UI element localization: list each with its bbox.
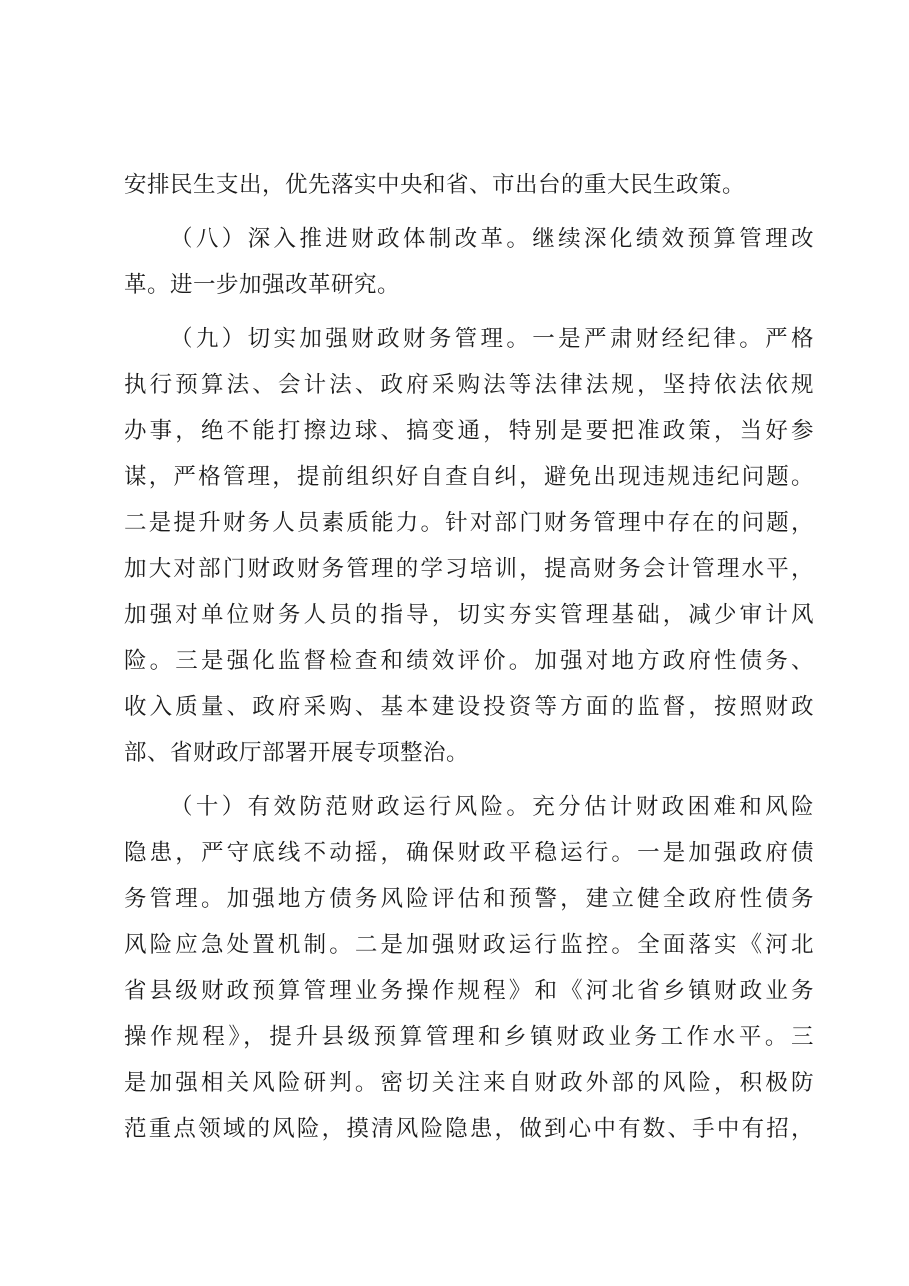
paragraph-1 <box>124 162 814 208</box>
text-line: 执行预算法、会计法、政府采购法等法律法规，坚持依法依规 <box>124 372 814 398</box>
text-line: （十）有效防范财政运行风险。充分估计财政困难和风险 <box>170 794 814 820</box>
text-line: 加大对部门财政财务管理的学习培训，提高财务会计管理水平， <box>124 556 814 582</box>
paragraph-2 <box>124 216 814 308</box>
paragraph-4 <box>124 784 814 1152</box>
text-line: 谋，严格管理，提前组织好自查自纠，避免出现违规违纪问题。 <box>124 464 814 490</box>
text-line: 是加强相关风险研判。密切关注来自财政外部的风险，积极防 <box>124 1070 814 1096</box>
document-body <box>124 162 814 1152</box>
text-line: 省县级财政预算管理业务操作规程》和《河北省乡镇财政业务 <box>124 978 814 1004</box>
text-line: 部、省财政厅部署开展专项整治。 <box>124 740 470 766</box>
text-line: 加强对单位财务人员的指导，切实夯实管理基础，减少审计风 <box>124 602 814 628</box>
text-line: 风险应急处置机制。二是加强财政运行监控。全面落实《河北 <box>124 932 814 958</box>
text-line: 办事，绝不能打擦边球、搞变通，特别是要把准政策，当好参 <box>124 418 814 444</box>
text-line: 革。进一步加强改革研究。 <box>124 272 401 298</box>
paragraph-3 <box>124 316 814 776</box>
text-line: 险。三是强化监督检查和绩效评价。加强对地方政府性债务、 <box>124 648 814 674</box>
text-line: 务管理。加强地方债务风险评估和预警，建立健全政府性债务 <box>124 886 814 912</box>
text-line: 安排民生支出，优先落实中央和省、市出台的重大民生政策。 <box>124 172 746 198</box>
text-line: （八）深入推进财政体制改革。继续深化绩效预算管理改 <box>170 226 814 252</box>
text-line: 操作规程》，提升县级预算管理和乡镇财政业务工作水平。三 <box>124 1024 814 1050</box>
text-line: 二是提升财务人员素质能力。针对部门财务管理中存在的问题， <box>124 510 814 536</box>
text-line: 收入质量、政府采购、基本建设投资等方面的监督，按照财政 <box>124 694 814 720</box>
text-line: 隐患，严守底线不动摇，确保财政平稳运行。一是加强政府债 <box>124 840 814 866</box>
text-line: 范重点领域的风险，摸清风险隐患，做到心中有数、手中有招， <box>124 1116 814 1142</box>
text-line: （九）切实加强财政财务管理。一是严肃财经纪律。严格 <box>170 326 814 352</box>
